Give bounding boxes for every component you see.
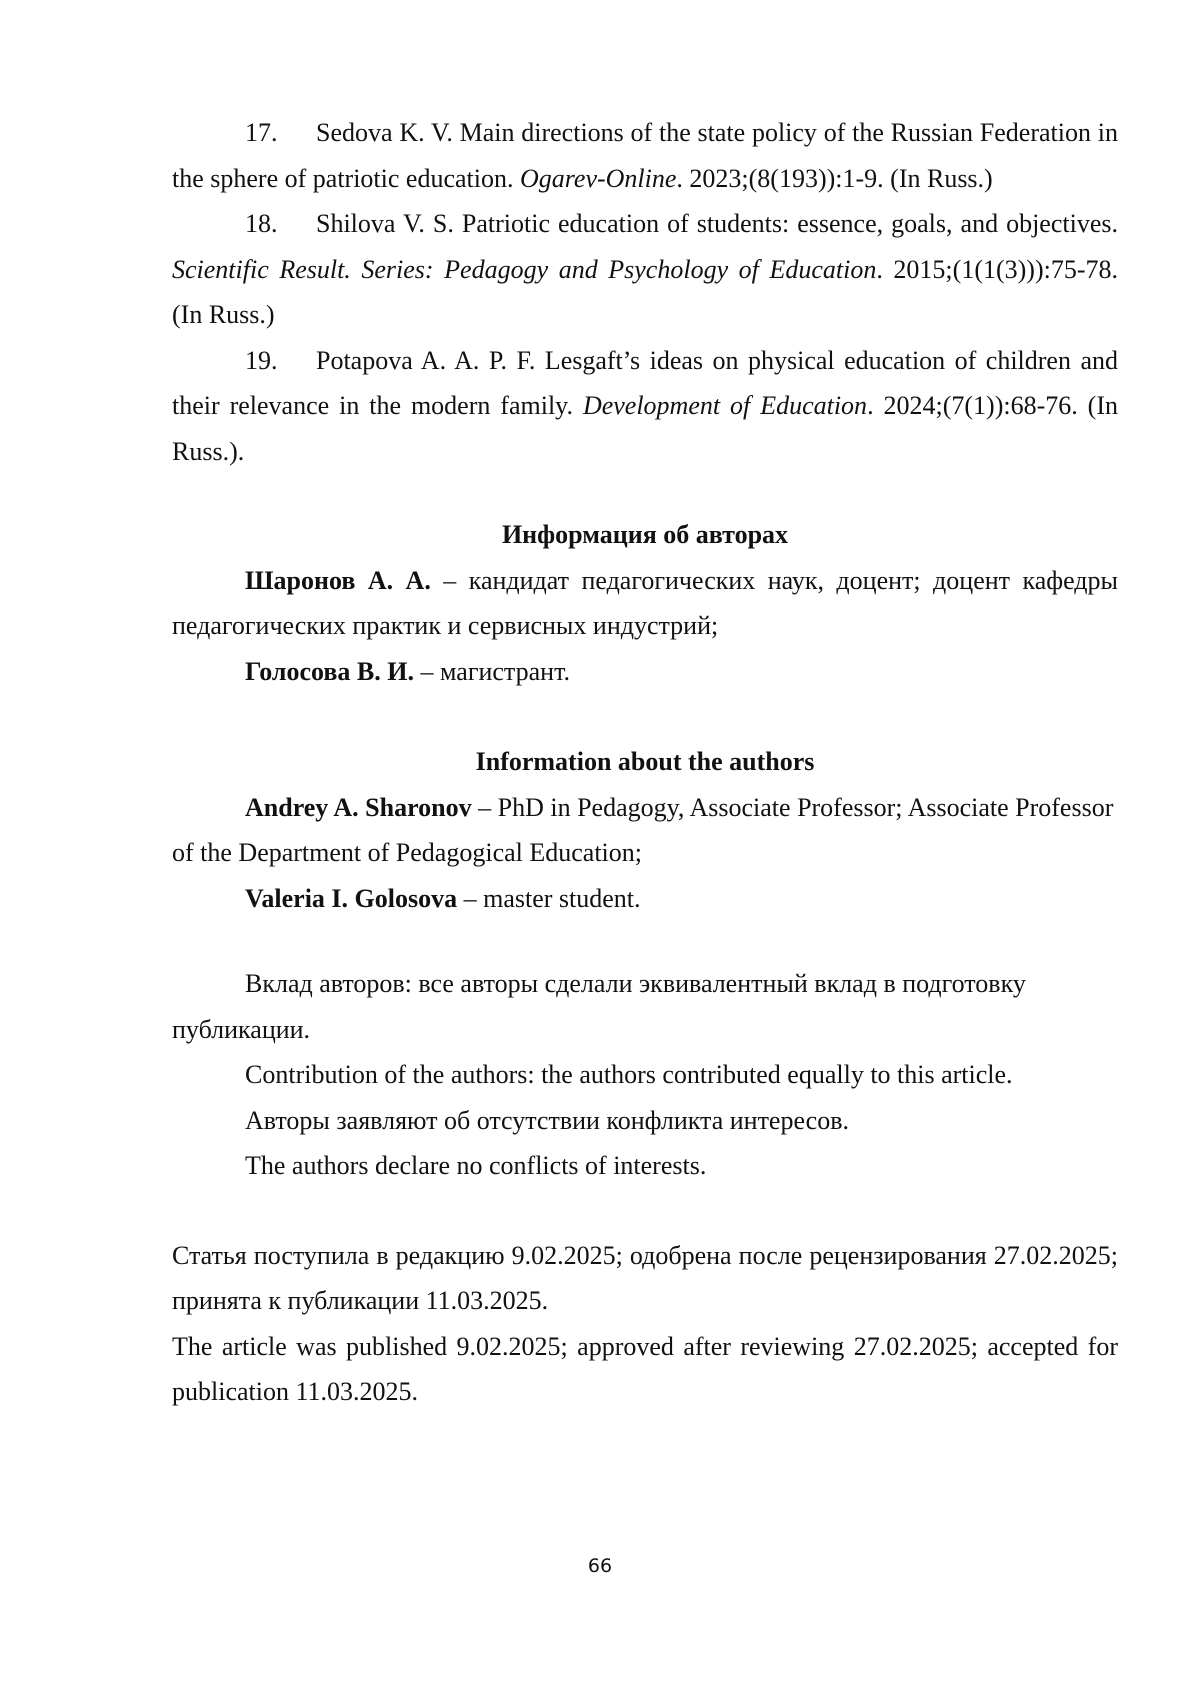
reference-details: . 2024;(7(1)):68-76. (In Russ.). — [172, 391, 1118, 466]
author-name: Valeria I. Golosova — [245, 883, 458, 913]
conflict-en: The authors declare no conflicts of interests. — [245, 1151, 707, 1180]
contribution-ru: Вклад авторов: все авторы сделали эквивалентный вклад в подготовку публикации. — [172, 969, 1026, 1044]
dates-ru: Статья поступила в редакцию 9.02.2025; одобрена после рецензирования 27.02.2025; принята к публикации 11.03.2025. — [172, 1240, 1118, 1315]
reference-number: 17. — [245, 118, 278, 147]
contribution-en: Contribution of the authors: the authors contributed equally to this article. — [245, 1060, 1013, 1089]
reference-number: 18. — [245, 209, 278, 238]
spacer — [172, 921, 1118, 961]
author-description: – кандидат педагогических наук, доцент; доцент кафедры педагогических практик и сервисных индустрий; — [172, 565, 1118, 640]
reference-item — [172, 201, 1118, 338]
author-entry — [172, 649, 1118, 695]
author-entry — [172, 876, 1118, 922]
reference-journal: Scientific Result. Series: Pedagogy and Psychology of Education — [172, 254, 877, 284]
reference-list — [172, 110, 1118, 474]
reference-text: Shilova V. S. Patriotic education of students: essence, goals, and objectives. — [316, 209, 1118, 238]
reference-details: . 2015;(1(1(3))):75-78. (In Russ.) — [172, 254, 1118, 329]
author-description: – PhD in Pedagogy, Associate Professor; Associate Professor of the Department of Pedagogical Education; — [172, 792, 1114, 867]
reference-item — [172, 110, 1118, 201]
spacer — [172, 474, 1118, 512]
author-name: Голосова В. И. — [245, 656, 414, 686]
reference-text: Sedova K. V. Main directions of the state policy of the Russian Federation in the sphere of patriotic education. — [172, 118, 1118, 193]
author-name: Шаронов А. А. — [245, 565, 431, 595]
reference-journal: Ogarev-Online — [519, 163, 677, 193]
author-description: – master student. — [457, 883, 641, 913]
author-name: Andrey A. Sharonov — [245, 792, 472, 822]
author-description: – магистрант. — [414, 656, 570, 686]
conflict-ru: Авторы заявляют об отсутствии конфликта интересов. — [245, 1105, 849, 1135]
spacer — [172, 694, 1118, 739]
authors-heading-en: Information about the authors — [475, 747, 815, 776]
page-number: 66 — [587, 1555, 613, 1577]
reference-number: 19. — [245, 345, 278, 375]
reference-details: . 2023;(8(193)):1-9. (In Russ.) — [676, 163, 993, 193]
authors-info-ru — [172, 512, 1118, 694]
spacer — [172, 1189, 1118, 1233]
dates-block — [172, 1233, 1118, 1415]
author-entry — [172, 785, 1118, 876]
reference-journal: Development of Education — [582, 391, 868, 420]
reference-item — [172, 338, 1118, 475]
reference-text: Potapova A. A. P. F. Lesgaft’s ideas on physical education of children and their relevance in the modern family. — [172, 345, 1118, 420]
author-entry — [172, 558, 1118, 649]
contribution-block — [172, 961, 1118, 1189]
dates-en: The article was published 9.02.2025; approved after reviewing 27.02.2025; accepted for publication 11.03.2025. — [172, 1331, 1118, 1406]
document-page — [172, 110, 1118, 1415]
authors-info-en — [172, 739, 1118, 921]
authors-heading-ru: Информация об авторах — [501, 520, 789, 549]
